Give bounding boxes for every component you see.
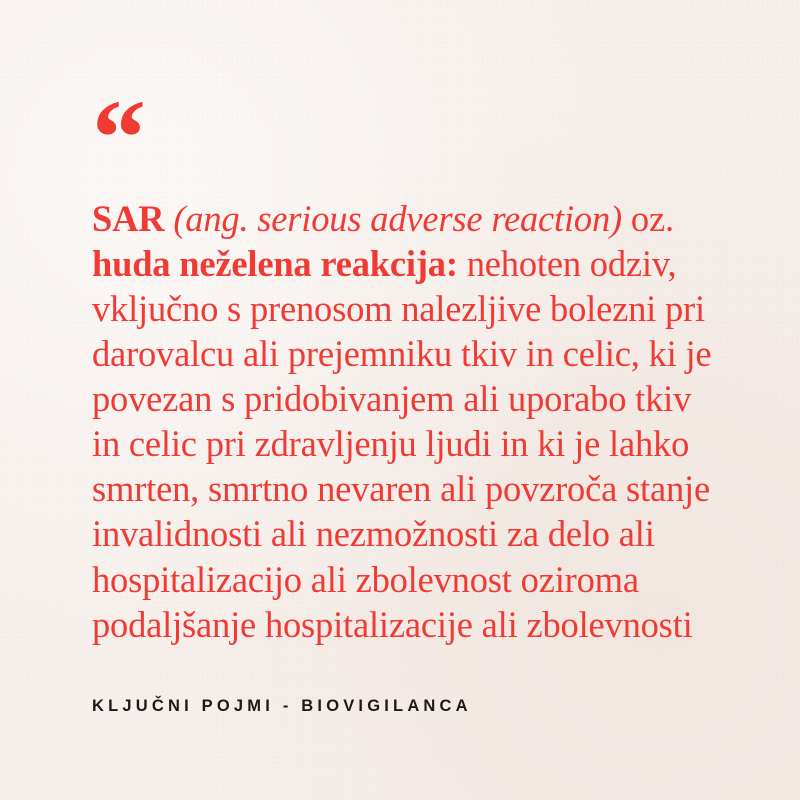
footer-caption: KLJUČNI POJMI - BIOVIGILANCA [92,697,472,715]
quote-content [92,79,716,647]
term-full-name: huda neželena reakcija: [92,243,458,285]
quote-text [92,196,716,647]
term-definition: nehoten odziv, vključno s prenosom nalezljive bolezni pri darovalcu ali prejemniku tkiv in celic, ki je povezan s pridobivanjem ali uporabo tkiv in celic pri zdravljenju ljudi in ki je lahko smrten, smrtno nevaren ali povzroča stanje invalidnosti ali nezmožnosti za delo ali hospitalizacijo ali zbolevnost oziroma podaljšanje hospitalizacije ali zbolevnosti [92,243,712,645]
quotation-mark-icon: “ [92,79,144,198]
term-connector: oz. [621,198,674,239]
term-expansion: (ang. serious adverse reaction) [164,198,622,239]
term-abbreviation: SAR [92,198,165,239]
